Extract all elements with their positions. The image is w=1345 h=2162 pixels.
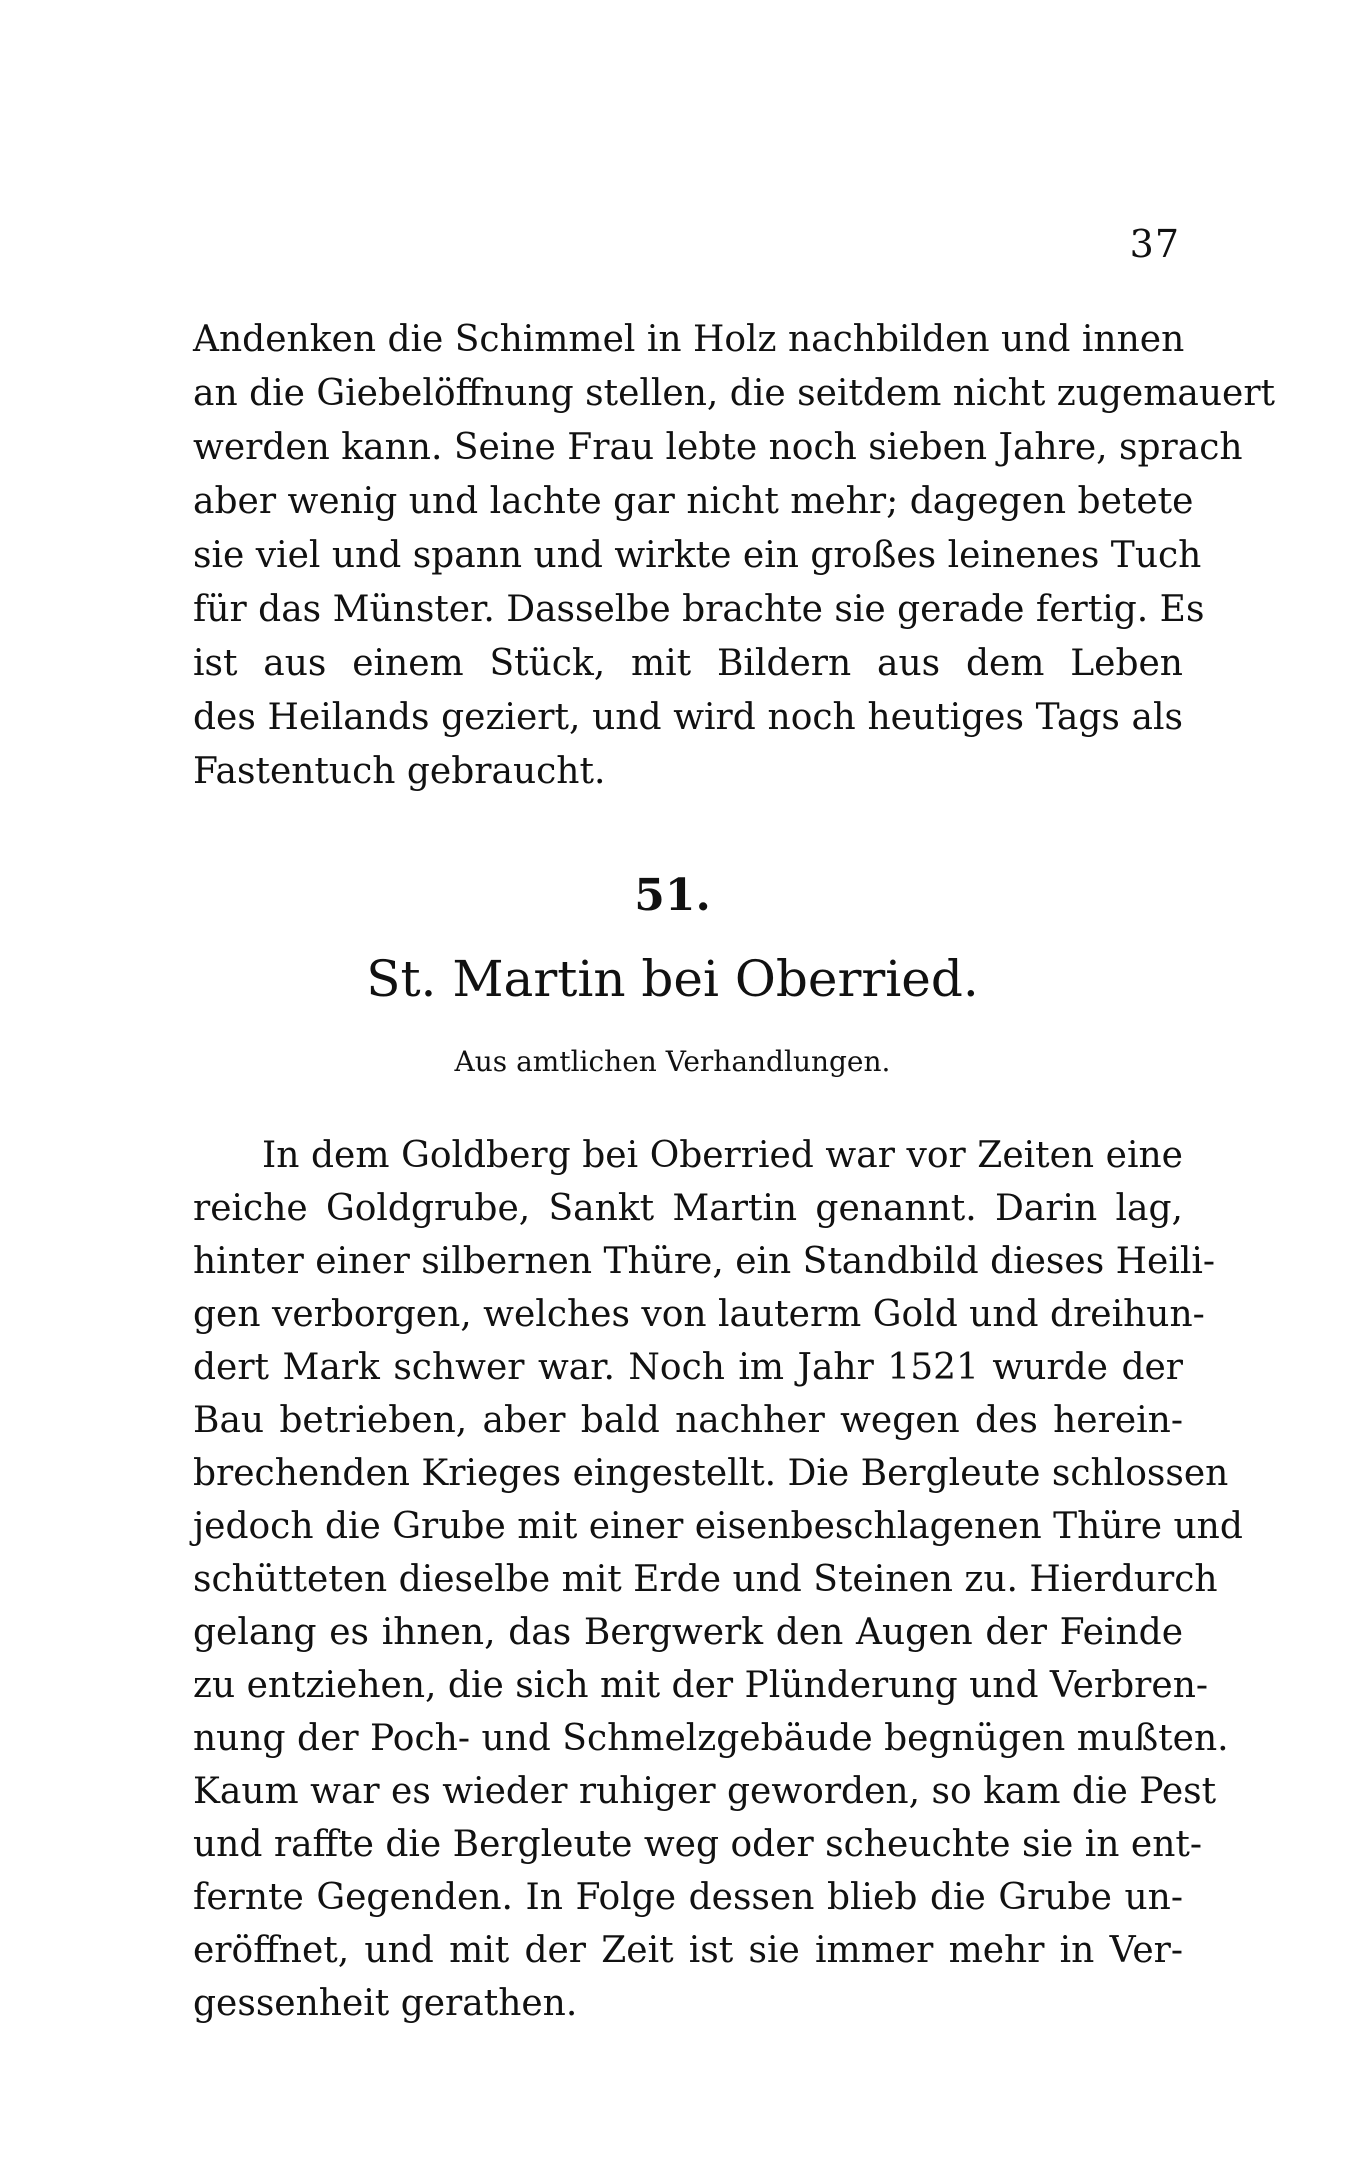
text-line: zu entziehen, die sich mit der Plünderung und Verbren- <box>193 1665 1209 1706</box>
text-line: sie viel und spann und wirkte ein großes leinenes Tuch <box>193 535 1202 576</box>
text-line: für das Münster. Dasselbe brachte sie gerade fertig. Es <box>193 589 1205 630</box>
text-line: Andenken die Schimmel in Holz nachbilden und innen <box>193 319 1185 360</box>
page-number: 37 <box>1129 222 1180 266</box>
text-line: Kaum war es wieder ruhiger geworden, so kam die Pest <box>193 1771 1217 1812</box>
text-line: gen verborgen, welches von lauterm Gold und dreihun- <box>193 1294 1205 1335</box>
text-line: des Heilands geziert, und wird noch heutiges Tags als <box>193 697 1183 738</box>
text-line: gessenheit gerathen. <box>193 1983 578 2024</box>
text-line: Fastentuch gebraucht. <box>193 751 606 792</box>
text-line: nung der Poch- und Schmelzgebäude begnügen mußten. <box>193 1718 1229 1759</box>
text-line: schütteten dieselbe mit Erde und Steinen zu. Hierdurch <box>193 1559 1218 1600</box>
text-line: aber wenig und lachte gar nicht mehr; dagegen betete <box>193 481 1194 522</box>
text-line: eröffnet, und mit der Zeit ist sie immer mehr in Ver- <box>193 1930 1183 1971</box>
text-line: dert Mark schwer war. Noch im Jahr 1521 wurde der <box>193 1347 1183 1388</box>
text-line: ist aus einem Stück, mit Bildern aus dem Leben <box>193 643 1183 684</box>
text-line: hinter einer silbernen Thüre, ein Standbild dieses Heili- <box>193 1241 1216 1282</box>
text-line: jedoch die Grube mit einer eisenbeschlagenen Thüre und <box>193 1506 1243 1547</box>
text-line: reiche Goldgrube, Sankt Martin genannt. Darin lag, <box>193 1188 1183 1229</box>
text-line: und raffte die Bergleute weg oder scheuchte sie in ent- <box>193 1824 1203 1865</box>
text-line: werden kann. Seine Frau lebte noch sieben Jahre, sprach <box>193 427 1243 468</box>
text-line: fernte Gegenden. In Folge dessen blieb die Grube un- <box>193 1877 1183 1918</box>
text-line: In dem Goldberg bei Oberried war vor Zeiten eine <box>262 1135 1183 1176</box>
text-line: brechenden Krieges eingestellt. Die Bergleute schlossen <box>193 1453 1229 1494</box>
section-number: 51. <box>634 870 711 921</box>
section-source: Aus amtlichen Verhandlungen. <box>454 1045 891 1078</box>
text-line: Bau betrieben, aber bald nachher wegen des herein- <box>193 1400 1183 1441</box>
text-line: gelang es ihnen, das Bergwerk den Augen der Feinde <box>193 1612 1183 1653</box>
text-line: an die Giebelöffnung stellen, die seitdem nicht zugemauert <box>193 373 1276 414</box>
section-title: St. Martin bei Oberried. <box>366 950 979 1008</box>
